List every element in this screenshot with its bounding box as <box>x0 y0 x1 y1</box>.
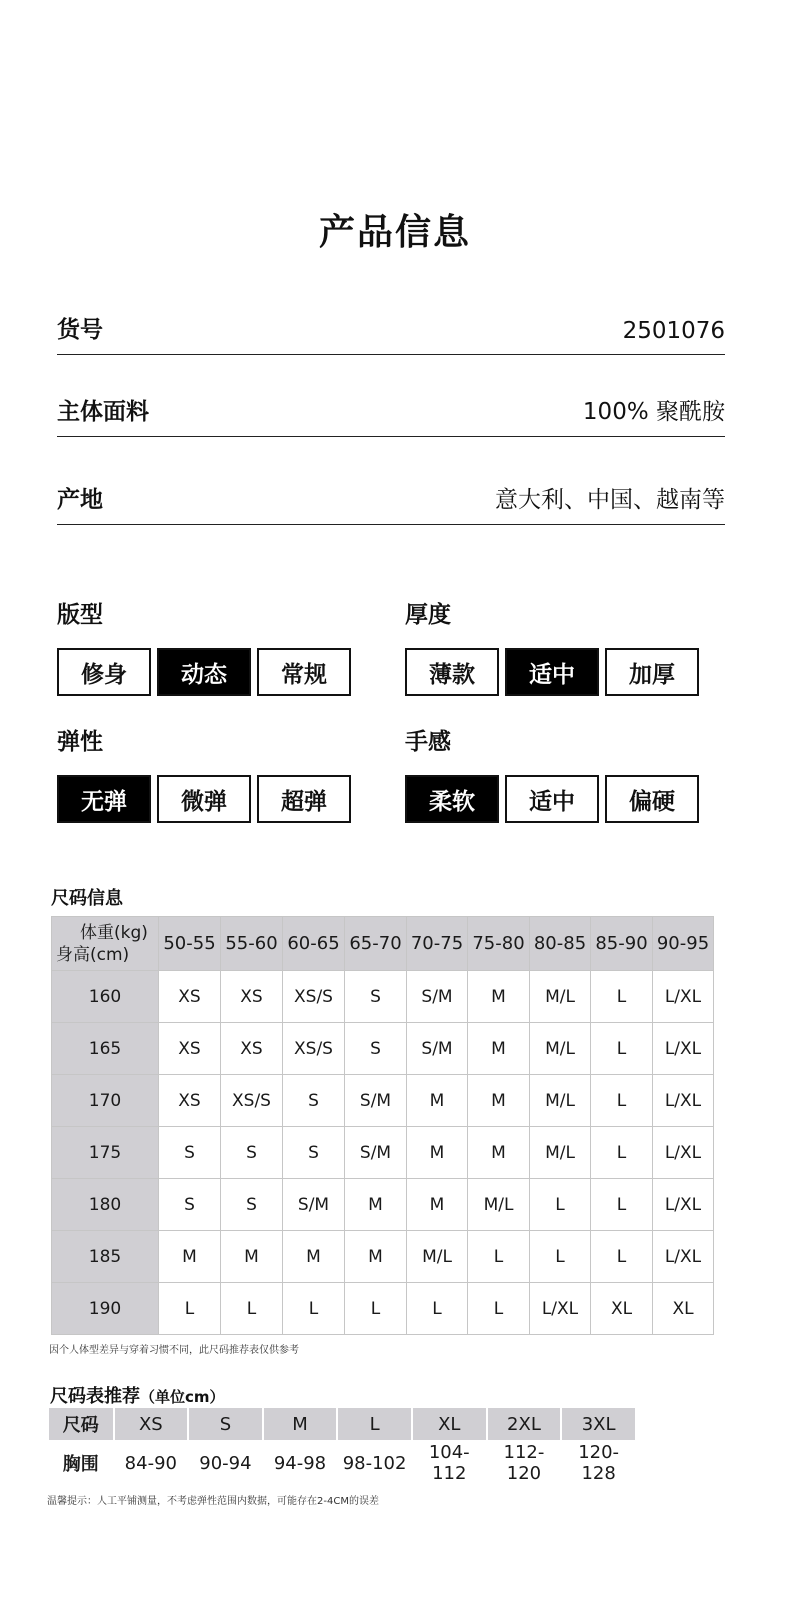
size-header: S <box>189 1408 262 1440</box>
size-chart-header <box>52 917 714 971</box>
size-cell: M <box>345 1231 407 1283</box>
table-row <box>52 971 714 1023</box>
size-cell: L/XL <box>653 1127 714 1179</box>
size-header: 3XL <box>562 1408 635 1440</box>
option-group <box>57 648 351 696</box>
attribute-title: 版型 <box>57 602 103 628</box>
size-cell: M <box>407 1127 468 1179</box>
size-cell: L <box>407 1283 468 1335</box>
attribute-title: 弹性 <box>57 729 103 755</box>
size-cell: M/L <box>468 1179 530 1231</box>
size-header: M <box>264 1408 337 1440</box>
info-label: 产地 <box>57 487 103 513</box>
page-title: 产品信息 <box>318 212 471 253</box>
size-cell: M <box>468 1127 530 1179</box>
option-group <box>57 775 351 823</box>
size-cell: S/M <box>345 1075 407 1127</box>
height-cell: 190 <box>52 1283 159 1335</box>
size-cell: L <box>159 1283 221 1335</box>
chest-cell: 98-102 <box>342 1452 407 1474</box>
option-slight-stretch[interactable]: 微弹 <box>157 775 251 823</box>
size-recommend-note: 温馨提示：人工平铺测量，不考虑弹性范围内数据，可能存在2-4CM的误差 <box>47 1496 379 1507</box>
height-cell: 185 <box>52 1231 159 1283</box>
size-cell: L <box>591 1231 653 1283</box>
weight-header: 75-80 <box>468 917 530 971</box>
size-cell: M <box>159 1231 221 1283</box>
option-slim[interactable]: 修身 <box>57 648 151 696</box>
attribute-fit <box>57 596 351 696</box>
size-cell: M <box>283 1231 345 1283</box>
size-cell: XS <box>159 1023 221 1075</box>
table-row <box>52 1283 714 1335</box>
size-cell: XS <box>221 1023 283 1075</box>
size-cell: L <box>591 971 653 1023</box>
height-cell: 170 <box>52 1075 159 1127</box>
size-cell: XS/S <box>283 971 345 1023</box>
size-cell: S <box>159 1127 221 1179</box>
height-cell: 180 <box>52 1179 159 1231</box>
info-value: 100% 聚酰胺 <box>582 399 725 425</box>
size-recommend-title-text: 尺码表推荐 <box>50 1386 140 1407</box>
weight-header: 50-55 <box>159 917 221 971</box>
size-cell: XS <box>221 971 283 1023</box>
table-row <box>52 1023 714 1075</box>
weight-header: 55-60 <box>221 917 283 971</box>
size-cell: M <box>468 1023 530 1075</box>
corner-height-label: 身高(cm) <box>56 944 130 965</box>
table-row <box>52 1127 714 1179</box>
chest-cell: 120-128 <box>578 1442 620 1484</box>
size-cell: M/L <box>530 1127 591 1179</box>
chest-cell: 104-112 <box>428 1442 470 1484</box>
chest-row <box>49 1442 635 1484</box>
size-cell: M/L <box>530 1075 591 1127</box>
size-cell: XS/S <box>283 1023 345 1075</box>
size-header: XL <box>413 1408 486 1440</box>
info-row-fabric <box>57 380 725 437</box>
table-row <box>52 1231 714 1283</box>
size-cell: S <box>221 1127 283 1179</box>
size-cell: L <box>591 1075 653 1127</box>
size-info-title: 尺码信息 <box>51 888 123 909</box>
size-header: 2XL <box>488 1408 561 1440</box>
size-cell: M <box>221 1231 283 1283</box>
size-cell: L <box>345 1283 407 1335</box>
size-header: L <box>338 1408 411 1440</box>
size-recommend-table <box>47 1406 637 1486</box>
size-cell: S <box>345 1023 407 1075</box>
height-cell: 160 <box>52 971 159 1023</box>
size-header: XS <box>115 1408 188 1440</box>
info-row-origin <box>57 468 725 525</box>
size-cell: M <box>407 1179 468 1231</box>
size-cell: S/M <box>407 971 468 1023</box>
chest-cell: 84-90 <box>124 1452 177 1474</box>
info-row-item-number <box>57 298 725 355</box>
info-label: 货号 <box>57 317 103 343</box>
size-recommend-header-row <box>49 1408 635 1440</box>
option-thick[interactable]: 加厚 <box>605 648 699 696</box>
size-cell: M <box>407 1075 468 1127</box>
size-cell: M <box>468 1075 530 1127</box>
weight-header: 90-95 <box>653 917 714 971</box>
size-cell: L <box>591 1179 653 1231</box>
size-cell: M/L <box>530 971 591 1023</box>
size-cell: L/XL <box>653 1179 714 1231</box>
height-cell: 165 <box>52 1023 159 1075</box>
size-cell: L <box>221 1283 283 1335</box>
option-medium[interactable]: 适中 <box>505 648 599 696</box>
option-group <box>405 648 699 696</box>
attribute-elasticity <box>57 723 351 823</box>
attribute-title: 厚度 <box>405 602 451 628</box>
size-cell: S <box>283 1127 345 1179</box>
weight-header: 70-75 <box>407 917 468 971</box>
size-cell: L/XL <box>530 1283 591 1335</box>
weight-header: 60-65 <box>283 917 345 971</box>
size-cell: S/M <box>407 1023 468 1075</box>
table-row <box>52 1075 714 1127</box>
option-stiff[interactable]: 偏硬 <box>605 775 699 823</box>
size-cell: L <box>591 1127 653 1179</box>
chest-cell: 90-94 <box>199 1452 252 1474</box>
size-cell: S <box>345 971 407 1023</box>
option-no-stretch[interactable]: 无弹 <box>57 775 151 823</box>
option-thin[interactable]: 薄款 <box>405 648 499 696</box>
option-medium-feel[interactable]: 适中 <box>505 775 599 823</box>
size-recommend-unit: （单位cm） <box>140 1388 225 1406</box>
chest-cell: 94-98 <box>273 1452 327 1474</box>
size-recommend-title <box>50 1382 225 1408</box>
size-cell: S/M <box>345 1127 407 1179</box>
attribute-title: 手感 <box>405 729 451 755</box>
size-cell: S/M <box>283 1179 345 1231</box>
size-cell: L <box>530 1179 591 1231</box>
option-soft[interactable]: 柔软 <box>405 775 499 823</box>
size-label-cell: 尺码 <box>49 1408 113 1440</box>
option-group <box>405 775 699 823</box>
size-cell: XL <box>591 1283 653 1335</box>
size-cell: L <box>468 1283 530 1335</box>
table-row <box>52 1179 714 1231</box>
size-cell: XS <box>159 971 221 1023</box>
info-value: 2501076 <box>622 318 725 344</box>
size-cell: S <box>283 1075 345 1127</box>
info-value: 意大利、中国、越南等 <box>495 487 725 513</box>
weight-header: 80-85 <box>530 917 591 971</box>
attribute-thickness <box>405 596 699 696</box>
size-cell: M/L <box>407 1231 468 1283</box>
size-cell: M/L <box>530 1023 591 1075</box>
option-regular[interactable]: 常规 <box>257 648 351 696</box>
size-cell: S <box>221 1179 283 1231</box>
chest-cell: 112-120 <box>503 1442 545 1484</box>
size-cell: L <box>283 1283 345 1335</box>
corner-cell <box>52 917 159 971</box>
attribute-feel <box>405 723 699 823</box>
weight-header: 85-90 <box>591 917 653 971</box>
size-cell: L/XL <box>653 1075 714 1127</box>
size-cell: S <box>159 1179 221 1231</box>
size-info-note: 因个人体型差异与穿着习惯不同，此尺码推荐表仅供参考 <box>49 1345 299 1356</box>
size-cell: XS/S <box>221 1075 283 1127</box>
weight-header: 65-70 <box>345 917 407 971</box>
chest-label-cell: 胸围 <box>62 1454 99 1475</box>
height-cell: 175 <box>52 1127 159 1179</box>
size-cell: XL <box>653 1283 714 1335</box>
size-cell: M <box>345 1179 407 1231</box>
size-cell: L/XL <box>653 1231 714 1283</box>
size-cell: L <box>530 1231 591 1283</box>
size-cell: L <box>591 1023 653 1075</box>
option-super-stretch[interactable]: 超弹 <box>257 775 351 823</box>
size-cell: L/XL <box>653 1023 714 1075</box>
size-cell: L/XL <box>653 971 714 1023</box>
info-label: 主体面料 <box>57 399 149 425</box>
option-dynamic[interactable]: 动态 <box>157 648 251 696</box>
size-chart-table <box>51 916 714 1335</box>
size-cell: XS <box>159 1075 221 1127</box>
corner-weight-label: 体重(kg) <box>80 922 148 943</box>
size-cell: L <box>468 1231 530 1283</box>
size-cell: M <box>468 971 530 1023</box>
